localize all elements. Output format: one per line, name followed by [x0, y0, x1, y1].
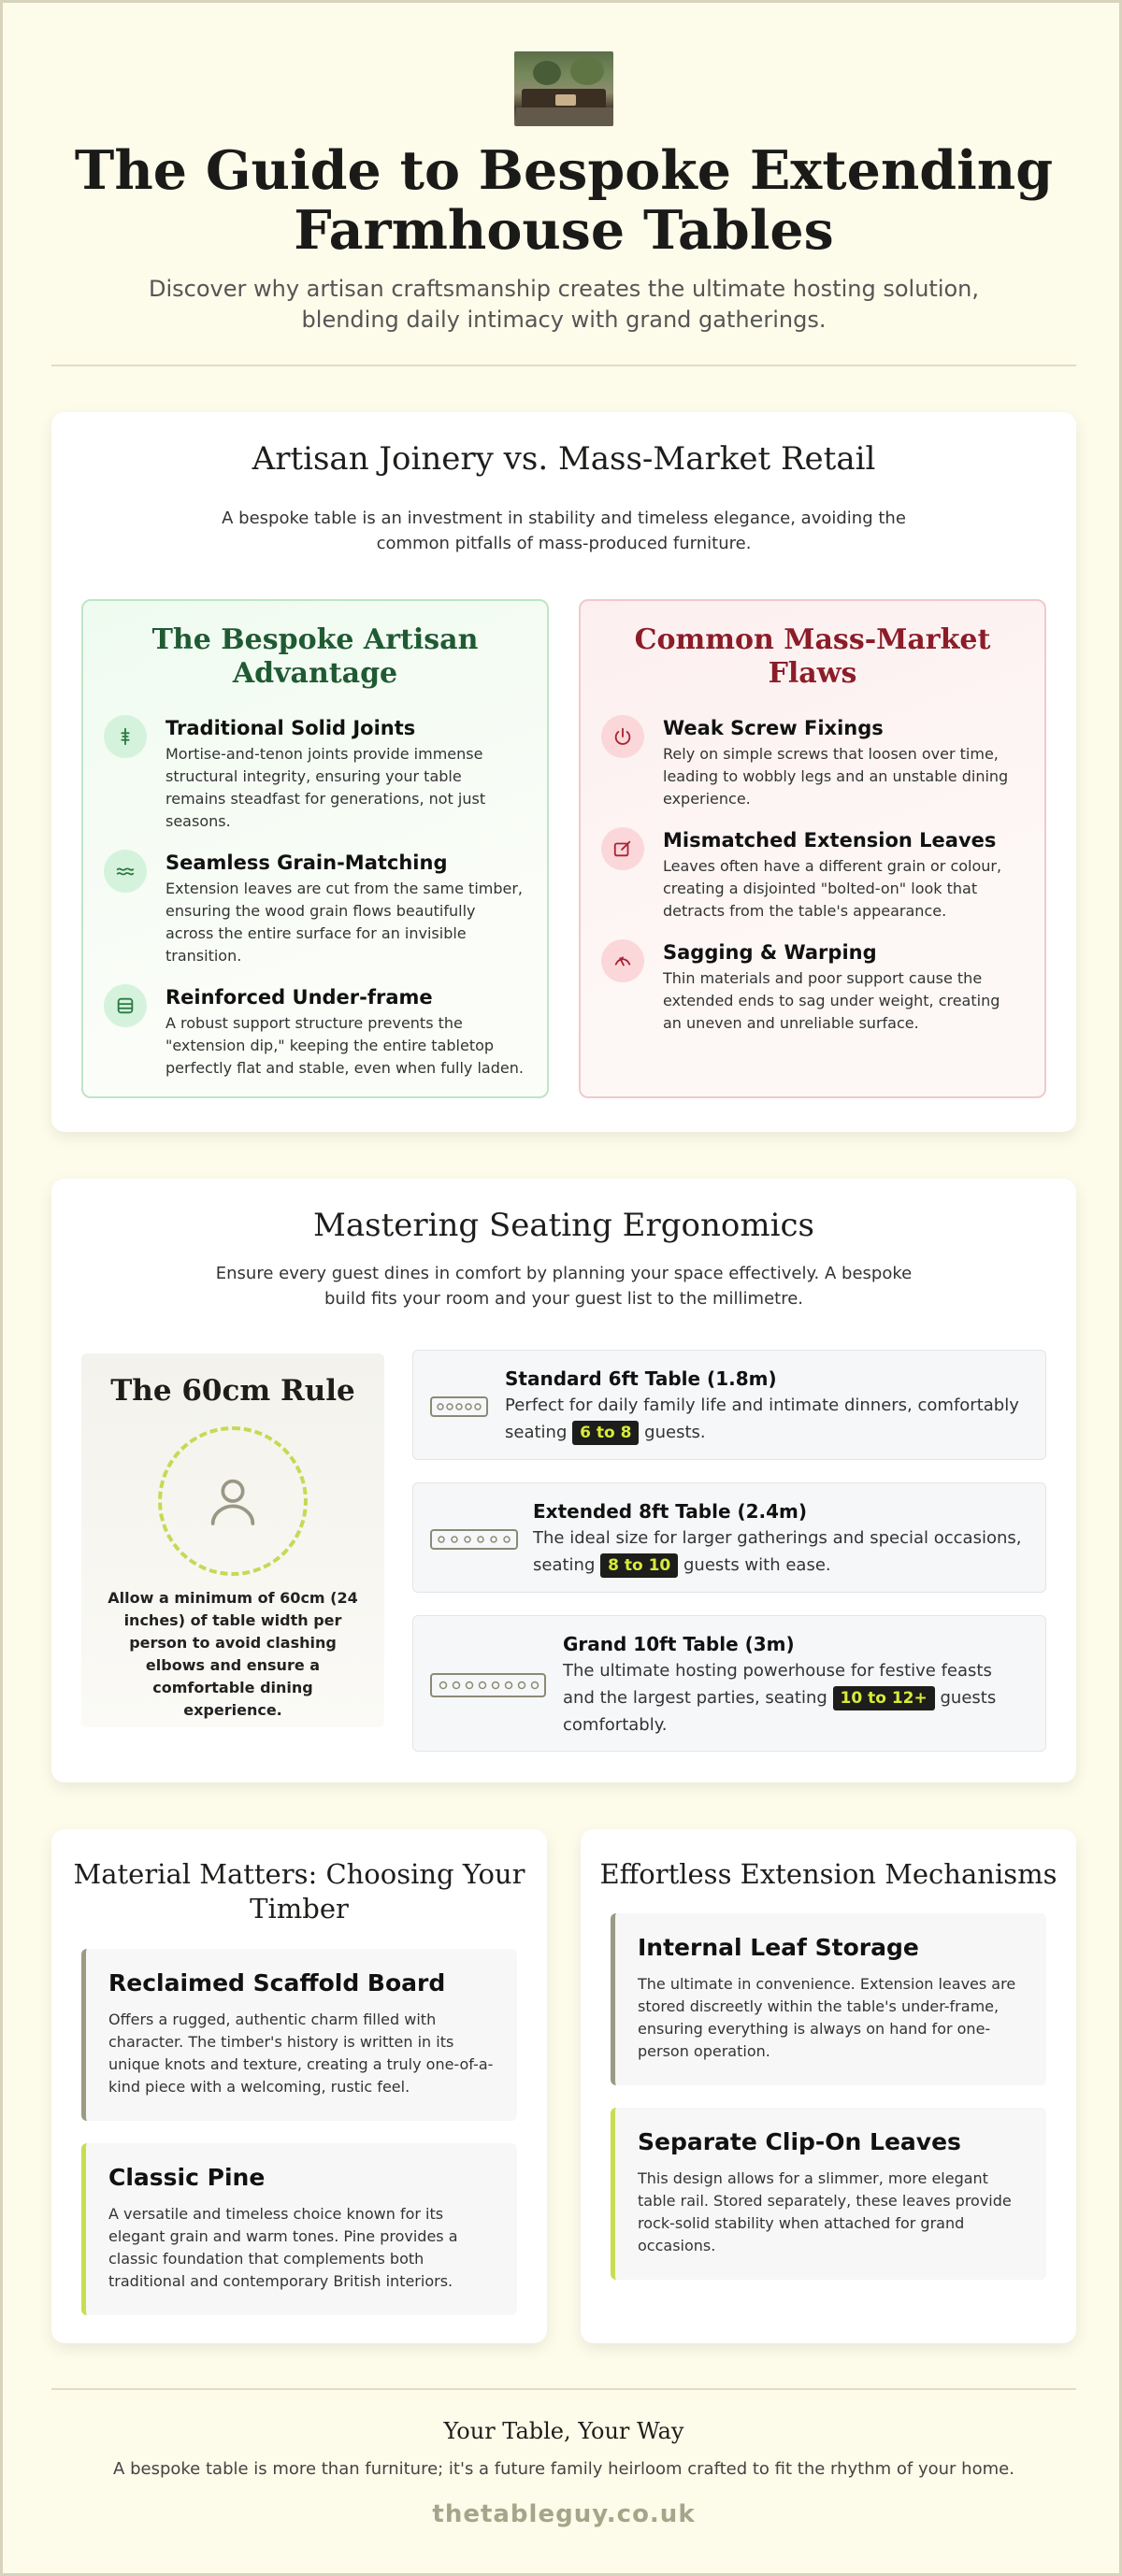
- feature-title: Traditional Solid Joints: [165, 717, 416, 739]
- table-size-desc: Perfect for daily family life and intimate dinners, comfortably seating 6 to 8 guests.: [505, 1392, 1030, 1446]
- edit-icon: [601, 827, 644, 870]
- comparison-card: [51, 412, 1076, 1132]
- flaw-title: Weak Screw Fixings: [663, 717, 884, 739]
- feature-item: [104, 715, 526, 831]
- comparison-title: Artisan Joinery vs. Mass-Market Retail: [252, 440, 876, 478]
- flaw-title: Mismatched Extension Leaves: [663, 829, 997, 852]
- timber-title: Reclaimed Scaffold Board: [108, 1969, 446, 1996]
- table-8ft-icon: [430, 1529, 518, 1553]
- timber-option: [81, 1949, 517, 2121]
- footer-title: Your Table, Your Way: [443, 2418, 684, 2444]
- bespoke-panel-title: The Bespoke Artisan Advantage: [151, 623, 479, 690]
- guest-count-badge: 10 to 12+: [833, 1686, 935, 1710]
- frame-icon: [104, 984, 147, 1027]
- feature-title: Seamless Grain-Matching: [165, 852, 448, 874]
- table-size-title: Standard 6ft Table (1.8m): [505, 1367, 777, 1390]
- bespoke-advantage-panel: [81, 599, 549, 1098]
- table-6ft-icon: [430, 1396, 488, 1421]
- mass-market-flaws-panel: [579, 599, 1046, 1098]
- flaw-item: [601, 715, 1024, 809]
- feature-item: [104, 850, 526, 966]
- flaw-title: Sagging & Warping: [663, 941, 877, 964]
- materials-title: Material Matters: Choosing Your Timber: [73, 1858, 525, 1925]
- page-subtitle: Discover why artisan craftsmanship creates the ultimate hosting solution, blending daily intimacy with grand gatherings.: [148, 276, 980, 333]
- table-size-option: [412, 1350, 1046, 1460]
- mechanism-option: [611, 1913, 1046, 2085]
- grain-icon: [104, 850, 147, 893]
- comparison-desc: A bespoke table is an investment in stability and timeless elegance, avoiding the common pitfalls of mass-produced furniture.: [222, 508, 906, 553]
- power-icon: [601, 715, 644, 758]
- guest-count-badge: 8 to 10: [600, 1553, 678, 1578]
- flaw-desc: Leaves often have a different grain or colour, creating a disjointed "bolted-on" look that detracts from the table's appearance.: [663, 857, 1002, 920]
- feature-desc: Extension leaves are cut from the same timber, ensuring the wood grain flows beautifully across the entire surface for an invisible transition.: [165, 880, 524, 965]
- seating-desc: Ensure every guest dines in comfort by planning your space effectively. A bespoke build fits your room and your guest list to the millimetre.: [215, 1264, 913, 1309]
- mechanism-title: Internal Leaf Storage: [638, 1934, 919, 1961]
- mechanism-option: [611, 2108, 1046, 2280]
- table-size-desc: The ultimate hosting powerhouse for festive feasts and the largest parties, seating 10 to 12+ guests comfortably.: [563, 1661, 997, 1735]
- hero-image: [514, 51, 613, 126]
- warp-icon: [601, 939, 644, 982]
- footer-divider: [51, 2388, 1076, 2390]
- person-icon: [158, 1426, 308, 1576]
- footer-desc: A bespoke table is more than furniture; it's a future family heirloom crafted to fit the rhythm of your home.: [113, 2459, 1014, 2479]
- mechanism-title: Separate Clip-On Leaves: [638, 2128, 961, 2155]
- joint-icon: [104, 715, 147, 758]
- table-size-option: [412, 1482, 1046, 1593]
- timber-desc: Offers a rugged, authentic charm filled with character. The timber's history is written in its unique knots and texture, creating a truly one-of-a- kind piece with a welcoming, rustic feel.: [108, 2011, 494, 2096]
- table-size-title: Extended 8ft Table (2.4m): [533, 1500, 808, 1523]
- mechanisms-title: Effortless Extension Mechanisms: [599, 1858, 1057, 1890]
- feature-desc: A robust support structure prevents the "extension dip," keeping the entire tabletop perfectly flat and stable, even when fully laden.: [165, 1014, 524, 1077]
- page-title: The Guide to Bespoke Extending Farmhouse Tables: [74, 139, 1054, 262]
- materials-card: [51, 1829, 547, 2343]
- flaw-desc: Rely on simple screws that loosen over time, leading to wobbly legs and an unstable dining experience.: [663, 745, 1009, 808]
- flaw-item: [601, 939, 1024, 1033]
- mass-panel-title: Common Mass-Market Flaws: [634, 623, 991, 690]
- table-size-desc: The ideal size for larger gatherings and special occasions, seating 8 to 10 guests with ease.: [533, 1524, 1030, 1579]
- table-10ft-icon: [430, 1673, 546, 1701]
- rule-desc: Allow a minimum of 60cm (24 inches) of table width per person to avoid clashing elbows and ensure a comfortable dining experience.: [108, 1589, 358, 1719]
- flaw-item: [601, 827, 1024, 921]
- mechanisms-card: [581, 1829, 1076, 2343]
- flaw-desc: Thin materials and poor support cause the extended ends to sag under weight, creating an uneven and unreliable surface.: [663, 969, 1000, 1032]
- 60cm-rule-box: [81, 1353, 384, 1727]
- guest-count-badge: 6 to 8: [572, 1421, 639, 1445]
- table-size-title: Grand 10ft Table (3m): [563, 1633, 795, 1655]
- mechanism-desc: The ultimate in convenience. Extension leaves are stored discreetly within the table's under-frame, ensuring everything is always on hand for one- person operation.: [638, 1975, 1016, 2060]
- table-size-option: [412, 1615, 1046, 1752]
- header-divider: [51, 365, 1076, 366]
- mechanism-desc: This design allows for a slimmer, more elegant table rail. Stored separately, these leaves provide rock-solid stability when attached for grand occasions.: [638, 2169, 1012, 2254]
- feature-title: Reinforced Under-frame: [165, 986, 433, 1009]
- footer-site-link[interactable]: thetableguy.co.uk: [432, 2500, 696, 2528]
- timber-desc: A versatile and timeless choice known for its elegant grain and warm tones. Pine provides a classic foundation that complements both traditional and contemporary British interiors.: [108, 2205, 458, 2290]
- timber-title: Classic Pine: [108, 2164, 266, 2191]
- rule-title: The 60cm Rule: [110, 1374, 355, 1408]
- timber-option: [81, 2143, 517, 2315]
- feature-item: [104, 984, 526, 1081]
- feature-desc: Mortise-and-tenon joints provide immense structural integrity, ensuring your table remains steadfast for generations, not just seasons.: [165, 745, 486, 830]
- seating-title: Mastering Seating Ergonomics: [313, 1207, 814, 1244]
